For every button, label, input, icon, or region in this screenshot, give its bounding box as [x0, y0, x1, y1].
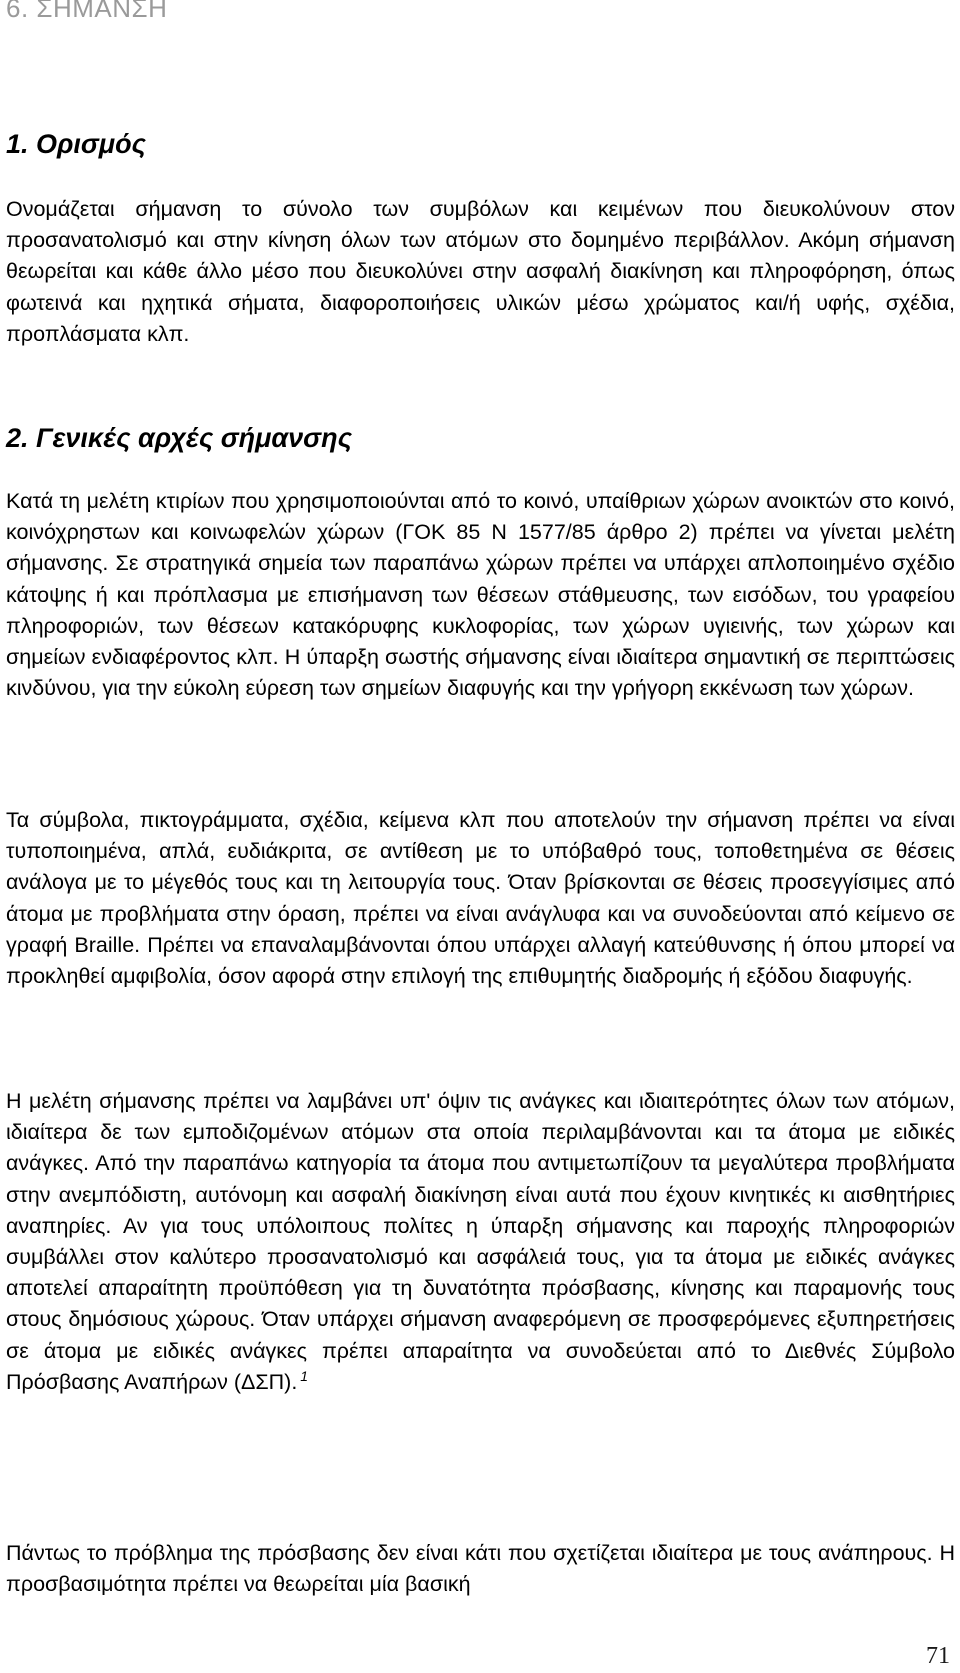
paragraph-special-needs	[6, 1086, 955, 1398]
paragraph-accessibility: Πάντως το πρόβλημα της πρόσβασης δεν είναι κάτι που σχετίζεται ιδιαίτερα με τους ανάπηρους. Η προσβασιμότητα πρέπει να θεωρείται μία βασική	[6, 1541, 955, 1597]
paragraph-symbols: Τα σύμβολα, πικτογράμματα, σχέδια, κείμενα κλπ που αποτελούν την σήμανση πρέπει να είναι τυποποιημένα, απλά, ευδιάκριτα, σε αντίθεση με το υπόβαθρό τους, τοποθετημένα σε θέσεις ανάλογα με το μέγεθός τους και τη λειτουργία τους. Όταν βρίσκονται σε θέσεις προσεγγίσιμες από άτομα με προβλήματα στην όραση, πρέπει να είναι ανάγλυφα και να συνοδεύονται από κείμενο σε γραφή Braille. Πρέπει να επαναλαμβάνονται όπου υπάρχει αλλαγή κατεύθυνσης ή όπου μπορεί να προκληθεί αμφιβολία, όσον αφορά στην επιλογή της επιθυμητής διαδρομής ή εξόδου διαφυγής.	[6, 808, 955, 989]
section-heading-general-principles: 2. Γενικές αρχές σήμανσης	[6, 423, 352, 453]
paragraph-special-needs-text: Η μελέτη σήμανσης πρέπει να λαμβάνει υπ' όψιν τις ανάγκες και ιδιαιτερότητες όλων των ατόμων, ιδιαίτερα δε των εμποδιζομένων ατόμων στα οποία περιλαμβάνονται και τα άτομα με ειδικές ανάγκες. Από την παραπάνω κατηγορία τα άτομα που αντιμετωπίζουν τα μεγαλύτερα προβλήματα στην ανεμπόδιστη, αυτόνομη και ασφαλή διακίνηση είναι αυτά που έχουν κινητικές κι αισθητήριες αναπηρίες. Αν για τους υπόλοιπους πολίτες η ύπαρξη σήμανσης και παροχής πληροφοριών συμβάλλει στον καλύτερο προσανατολισμό και ασφάλειά τους, για τα άτομα με ειδικές ανάγκες αποτελεί απαραίτητη προϋπόθεση για τη δυνατότητα πρόσβασης, κίνησης και παραμονής τους στους δημόσιους χώρους. Όταν υπάρχει σήμανση αναφερόμενη σε προσφερόμενες εξυπηρετήσεις σε άτομα με ειδικές ανάγκες πρέπει απαραίτητα να συνοδεύεται από το Διεθνές Σύμβολο Πρόσβασης Αναπήρων (ΔΣΠ).	[6, 1089, 955, 1394]
paragraph-study-requirement: Κατά τη μελέτη κτιρίων που χρησιμοποιούνται από το κοινό, υπαίθριων χώρων ανοικτών στο κοινό, κοινόχρηστων και κοινωφελών χώρων (ΓΟΚ 85 Ν 1577/85 άρθρο 2) πρέπει να γίνεται μελέτη σήμανσης. Σε στρατηγικά σημεία των παραπάνω χώρων πρέπει να υπάρχει απλοποιημένο σχέδιο κάτοψης ή και πρόπλασμα με επισήμανση των θέσεων στάθμευσης, των εισόδων, του γραφείου πληροφοριών, των θέσεων κατακόρυφης κυκλοφορίας, των χώρων υγιεινής, των χώρων και σημείων ενδιαφέροντος κλπ. Η ύπαρξη σωστής σήμανσης είναι ιδιαίτερα σημαντική σε περιπτώσεις κινδύνου, για την εύκολη εύρεση των σημείων διαφυγής και την γρήγορη εκκένωση των χώρων.	[6, 489, 955, 701]
footnote-marker[interactable]: 1	[300, 1367, 309, 1384]
page-number: 71	[926, 1643, 950, 1669]
paragraph-definition: Ονομάζεται σήμανση το σύνολο των συμβόλων και κειμένων που διευκολύνουν στον προσανατολισμό και στην κίνηση όλων των ατόμων στο δομημένο περιβάλλον. Ακόμη σήμανση θεωρείται και κάθε άλλο μέσο που διευκολύνει στην ασφαλή διακίνηση και πληροφόρηση, όπως φωτεινά και ηχητικά σήματα, διαφοροποιήσεις υλικών μέσω χρώματος και/ή υφής, σχέδια, προπλάσματα κλπ.	[6, 197, 955, 346]
section-heading-definition: 1. Ορισμός	[6, 129, 146, 159]
chapter-title: 6. ΣΗΜΑΝΣΗ	[6, 0, 168, 23]
